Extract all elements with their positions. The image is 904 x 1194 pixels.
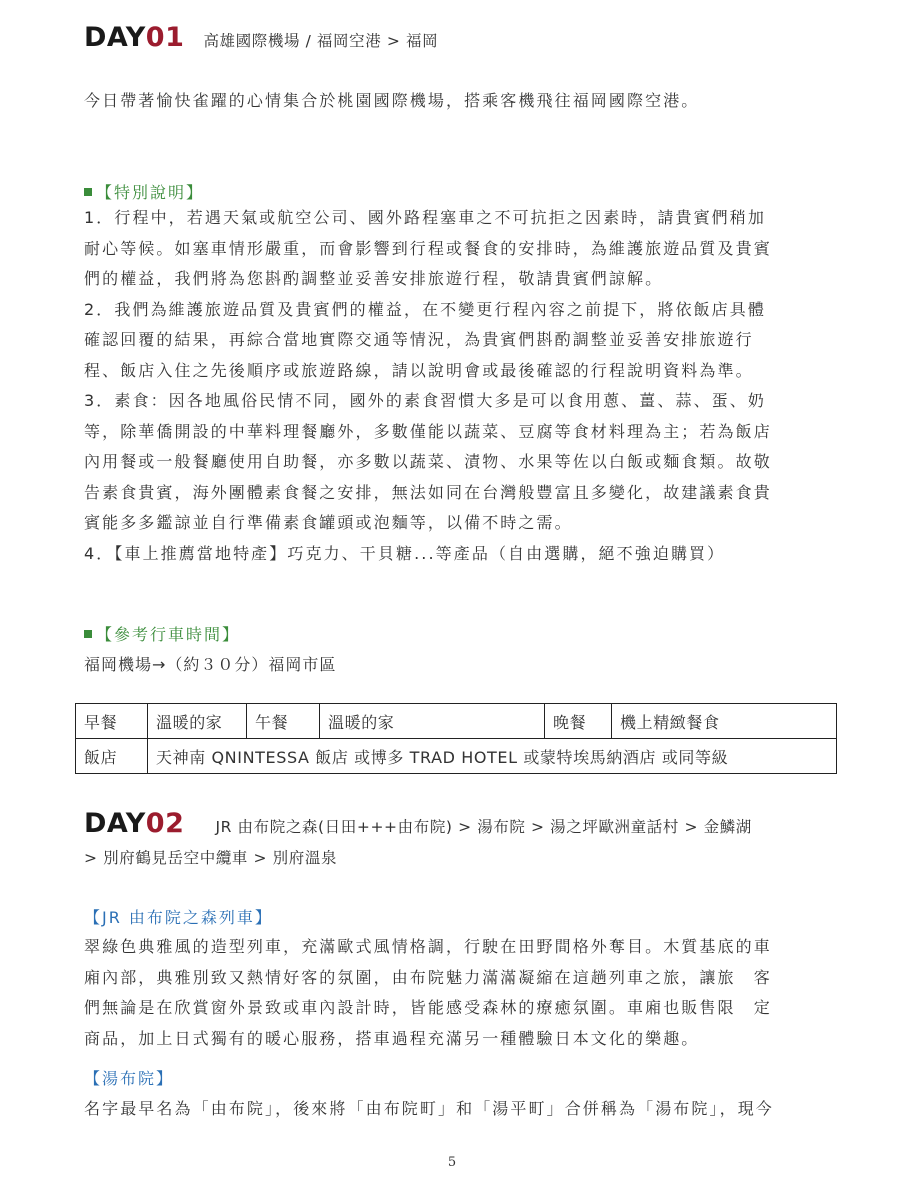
special-line: 賓能多多鑑諒並自行準備素食罐頭或泡麵等，以備不時之需。 bbox=[84, 513, 573, 532]
special-notes-heading-text: 【特別說明】 bbox=[96, 183, 205, 202]
hotel-label: 飯店 bbox=[76, 739, 148, 774]
table-row bbox=[76, 704, 837, 739]
special-line: 等，除華僑開設的中華料理餐廳外，多數僅能以蔬菜、豆腐等食材料理為主；若為飯店 bbox=[84, 421, 772, 441]
square-bullet-icon bbox=[84, 630, 92, 638]
day2-header bbox=[84, 808, 752, 839]
special-line: 告素食貴賓，海外團體素食餐之安排，無法如同在台灣般豐富且多變化，故建議素食貴 bbox=[84, 482, 772, 502]
drive-time-heading bbox=[84, 622, 240, 645]
day1-number: 01 bbox=[145, 22, 185, 53]
train-line: 翠綠色典雅風的造型列車，充滿歐式風情格調，行駛在田野間格外奪目。木質基底的車 bbox=[84, 937, 772, 956]
dinner-label: 晚餐 bbox=[545, 704, 612, 739]
table-row bbox=[76, 739, 837, 774]
special-line: 4．【車上推薦當地特產】巧克力、干貝糖...等產品（自由選購，絕不強迫購買） bbox=[84, 543, 726, 563]
special-notes-body bbox=[84, 203, 840, 569]
special-notes-heading bbox=[84, 180, 204, 203]
train-line: 商品，加上日式獨有的暖心服務，搭車過程充滿另一種體驗日本文化的樂趣。 bbox=[84, 1028, 700, 1048]
special-line: 耐心等候。如塞車情形嚴重，而會影響到行程或餐食的安排時，為維護旅遊品質及貴賓 bbox=[84, 238, 772, 258]
day1-label: DAY bbox=[84, 22, 146, 53]
day2-route-line2: > 別府鶴見岳空中纜車 > 別府溫泉 bbox=[84, 849, 338, 867]
yufuin-heading: 【湯布院】 bbox=[84, 1069, 175, 1088]
day2-label: DAY bbox=[84, 808, 146, 839]
drive-time-body bbox=[84, 650, 840, 681]
special-line: 2．我們為維護旅遊品質及貴賓們的權益，在不變更行程內容之前提下，將依飯店具體 bbox=[84, 299, 766, 319]
yufuin-body bbox=[84, 1094, 840, 1125]
dinner-value: 機上精緻餐食 bbox=[612, 704, 837, 739]
special-line: 1．行程中，若遇天氣或航空公司、國外路程塞車之不可抗拒之因素時，請貴賓們稍加 bbox=[84, 208, 766, 227]
yufuin-line: 名字最早名為「由布院」，後來將「由布院町」和「湯平町」合併稱為「湯布院」，現今 bbox=[84, 1099, 774, 1118]
train-body bbox=[84, 932, 840, 1054]
special-line: 內用餐或一般餐廳使用自助餐，亦多數以蔬菜、漬物、水果等佐以白飯或麵食類。故敬 bbox=[84, 452, 772, 471]
train-line: 廂內部，典雅別致又熱情好客的氛圍，由布院魅力滿滿凝縮在這趟列車之旅，讓旅 客 bbox=[84, 967, 772, 987]
page-number: 5 bbox=[447, 1155, 457, 1170]
drive-time-text: 福岡機場→（約３０分）福岡市區 bbox=[84, 655, 337, 674]
breakfast-value: 溫暖的家 bbox=[148, 704, 247, 739]
square-bullet-icon bbox=[84, 188, 92, 196]
day2-number: 02 bbox=[145, 808, 185, 839]
meals-table bbox=[75, 703, 837, 774]
special-line: 確認回覆的結果，再綜合當地實際交通等情況，為貴賓們斟酌調整並妥善安排旅遊行 bbox=[84, 330, 754, 349]
day1-intro-text: 今日帶著愉快雀躍的心情集合於桃園國際機場，搭乘客機飛往福岡國際空港。 bbox=[84, 91, 700, 110]
day2-route-line1: JR 由布院之森(日田+++由布院) > 湯布院 > 湯之坪歐洲童話村 > 金鱗湖 bbox=[215, 818, 752, 836]
lunch-value: 溫暖的家 bbox=[320, 704, 545, 739]
lunch-label: 午餐 bbox=[247, 704, 320, 739]
train-heading: 【JR 由布院之森列車】 bbox=[84, 908, 273, 927]
hotel-value: 天神南 QNINTESSA 飯店 或博多 TRAD HOTEL 或蒙特埃馬納酒店 或同等級 bbox=[148, 739, 837, 774]
special-line: 3．素食：因各地風俗民情不同，國外的素食習慣大多是可以食用蔥、薑、蒜、蛋、奶 bbox=[84, 391, 766, 410]
breakfast-label: 早餐 bbox=[76, 704, 148, 739]
special-line: 們的權益，我們將為您斟酌調整並妥善安排旅遊行程，敬請貴賓們諒解。 bbox=[84, 269, 664, 288]
special-line: 程、飯店入住之先後順序或旅遊路線，請以說明會或最後確認的行程說明資料為準。 bbox=[84, 360, 754, 380]
train-line: 們無論是在欣賞窗外景致或車內設計時，皆能感受森林的療癒氛圍。車廂也販售限 定 bbox=[84, 998, 772, 1017]
day2-route-cont bbox=[84, 846, 337, 868]
drive-time-heading-text: 【參考行車時間】 bbox=[96, 625, 241, 644]
day1-header bbox=[84, 22, 438, 53]
day1-route: 高雄國際機場 / 福岡空港 > 福岡 bbox=[203, 32, 439, 50]
day1-intro bbox=[84, 86, 840, 117]
